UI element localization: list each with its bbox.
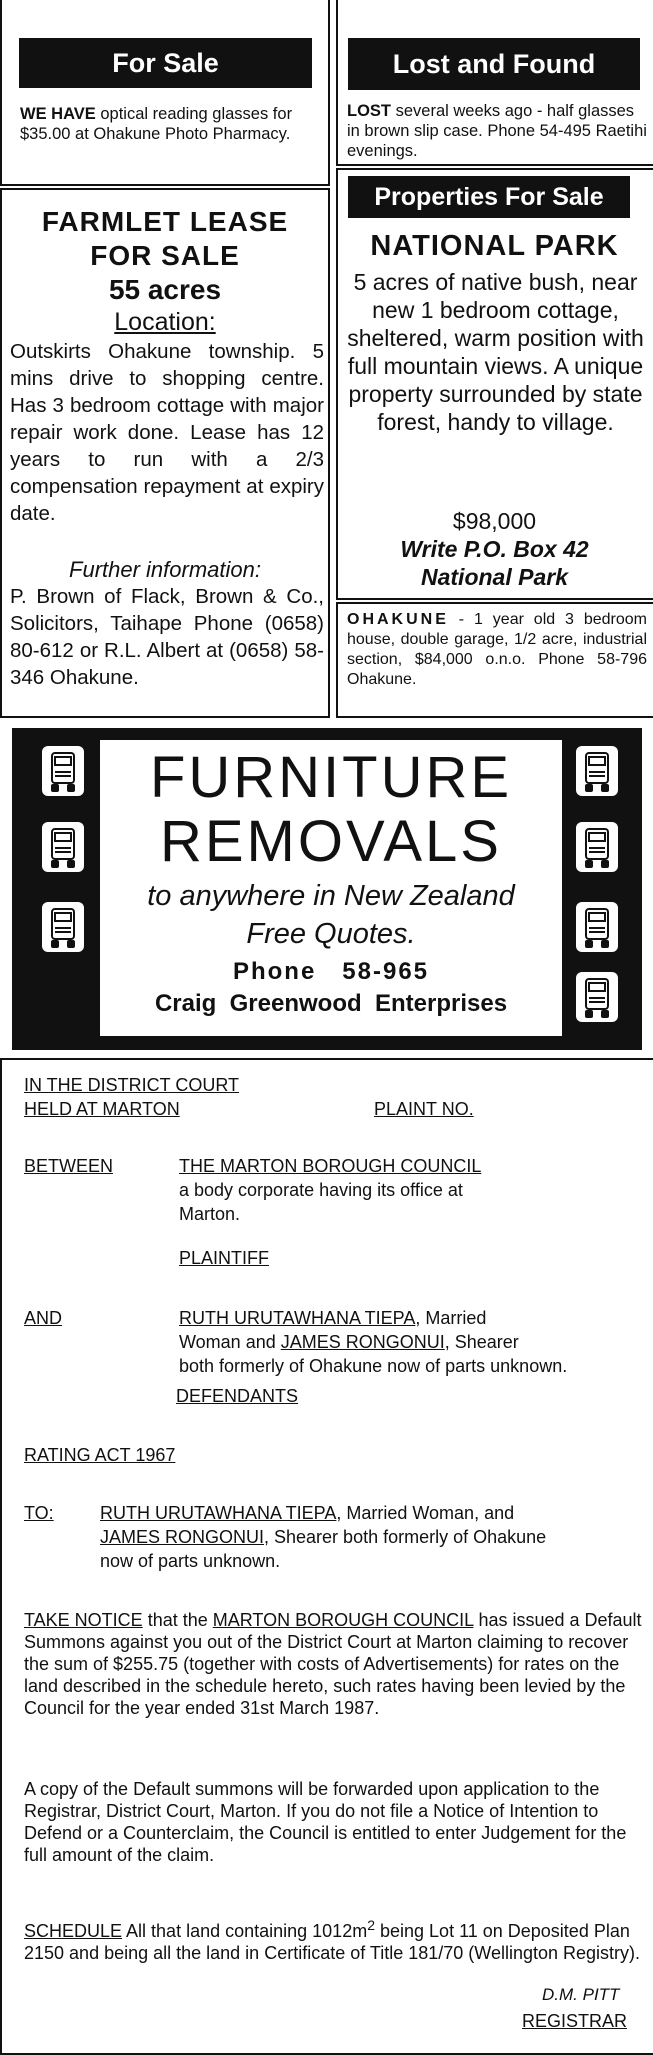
- lost-found-ad: [336, 0, 653, 166]
- truck-icon: [576, 822, 618, 872]
- properties-title: NATIONAL PARK: [370, 230, 619, 262]
- plaintiff-desc-2: Marton.: [179, 1204, 241, 1224]
- truck-icon: [42, 902, 84, 952]
- ohakune-house-lead: OHAKUNE: [347, 611, 449, 628]
- defendant-line-1-rest: , Married: [415, 1308, 487, 1328]
- for-sale-lead: WE HAVE: [20, 105, 96, 123]
- for-sale-ad: [0, 0, 330, 186]
- defendant-line-2-rest: , Shearer: [444, 1332, 519, 1352]
- to-line-1: [100, 1502, 514, 1524]
- properties-write: Write P.O. Box 42: [400, 536, 589, 562]
- registrar-signature: D.M. PITT: [542, 1985, 620, 2004]
- schedule-pre: All that land containing 1012m: [122, 1921, 368, 1941]
- defendants-label: DEFENDANTS: [176, 1386, 299, 1406]
- court-name: IN THE DISTRICT COURT: [24, 1075, 240, 1095]
- defendant-name-2: JAMES RONGONUI: [280, 1332, 445, 1352]
- for-sale-text: [20, 104, 320, 144]
- lost-found-text: [347, 101, 647, 161]
- farmlet-contact: P. Brown of Flack, Brown & Co., Solicitors, Taihape Phone (0658) 80-612 or R.L. Albert at (0658) 58-346 Ohakune.: [10, 585, 324, 689]
- for-sale-body: optical reading glasses for $35.00 at Ohakune Photo Pharmacy.: [20, 105, 293, 143]
- lost-found-lead: LOST: [347, 102, 391, 120]
- plaintiff-label: PLAINTIFF: [179, 1248, 270, 1268]
- properties-location: National Park: [421, 564, 568, 590]
- to-line-2-rest: , Shearer both formerly of Ohakune: [264, 1527, 547, 1547]
- removals-free-quotes: Free Quotes.: [246, 918, 416, 950]
- removals-panel: [100, 740, 562, 1036]
- and-label: AND: [24, 1308, 63, 1328]
- truck-icon: [42, 822, 84, 872]
- to-line-3: now of parts unknown.: [100, 1551, 281, 1571]
- take-notice-para: [24, 1609, 642, 1719]
- plaintiff-name: THE MARTON BOROUGH COUNCIL: [179, 1156, 482, 1176]
- truck-icon: [576, 972, 618, 1022]
- farmlet-further-info: Further information:: [69, 557, 261, 582]
- copy-para: A copy of the Default summons will be forwarded upon application to the Registrar, District Court, Marton. If you do not file a Notice of Intention to Defend or a Counterclaim, the Council is entitled to enter Judgement for the full amount of the claim.: [24, 1779, 627, 1865]
- court-notice: [0, 1058, 653, 2055]
- removals-company: Craig Greenwood Enterprises: [154, 990, 508, 1017]
- take-notice-rest: has issued a Default Summons against you out of the District Court at Marton claiming to recover the sum of $255.75 (together with costs of Advertisements) for rates on the land described in the schedule hereto, such rates having been levied by the Council for the year ended 31st March 1987.: [24, 1610, 642, 1718]
- take-notice-mid: that the: [142, 1610, 213, 1630]
- truck-icon: [576, 902, 618, 952]
- farmlet-body: Outskirts Ohakune township. 5 mins drive to shopping centre. Has 3 bedroom cottage with major repair work done. Lease has 12 years to run with a 2/3 compensation repayment at expiry date.: [10, 340, 324, 525]
- rating-act: RATING ACT 1967: [24, 1445, 176, 1465]
- ohakune-house-text: [347, 610, 647, 690]
- removals-title-1: FURNITURE: [149, 745, 513, 810]
- schedule-rest: being Lot 11 on Deposited Plan 2150 and being all the land in Certificate of Title 181/70 (Wellington Registry).: [24, 1921, 641, 1963]
- take-notice-council: MARTON BOROUGH COUNCIL: [212, 1610, 474, 1630]
- ohakune-house-body: - 1 year old 3 bedroom house, double garage, 1/2 acre, industrial section, $84,000 o.n.o. Phone 58-796 Ohakune.: [347, 611, 647, 688]
- farmlet-title-1: FARMLET LEASE: [41, 206, 289, 237]
- defendant-name-1: RUTH URUTAWHANA TIEPA: [179, 1308, 416, 1328]
- defendant-line-2: [179, 1331, 519, 1353]
- farmlet-title-2: FOR SALE: [90, 240, 240, 271]
- farmlet-acres: 55 acres: [108, 274, 222, 305]
- court-location: HELD AT MARTON: [24, 1099, 180, 1119]
- registrar-title: REGISTRAR: [522, 2011, 628, 2031]
- properties-price: $98,000: [452, 508, 537, 534]
- to-line-2: [100, 1526, 546, 1548]
- plaint-number: PLAINT NO.: [374, 1099, 474, 1119]
- removals-ad: [12, 728, 642, 1050]
- ohakune-house-ad: [336, 602, 653, 718]
- for-sale-heading: For Sale: [19, 38, 312, 88]
- removals-tagline: to anywhere in New Zealand: [147, 880, 515, 912]
- plaintiff-desc-1: a body corporate having its office at: [179, 1180, 463, 1200]
- to-line-1-rest: , Married Woman, and: [336, 1503, 515, 1523]
- properties-heading: Properties For Sale: [348, 176, 630, 218]
- truck-icon: [576, 746, 618, 796]
- take-notice-lead: TAKE NOTICE: [24, 1610, 143, 1630]
- lost-found-body: several weeks ago - half glasses in brown slip case. Phone 54-495 Raetihi evenings.: [347, 102, 647, 160]
- defendant-line-2-pre: Woman and: [179, 1332, 281, 1352]
- schedule-lead: SCHEDULE: [24, 1921, 123, 1941]
- farmlet-location-label: Location:: [114, 308, 216, 336]
- properties-body: 5 acres of native bush, near new 1 bedroom cottage, sheltered, warm position with full mountain views. A unique property surrounded by state forest, handy to village.: [347, 269, 644, 435]
- defendant-line-3: both formerly of Ohakune now of parts unknown.: [179, 1356, 568, 1376]
- lost-found-heading: Lost and Found: [348, 38, 640, 90]
- farmlet-ad: [0, 188, 330, 718]
- removals-title-2: REMOVALS: [159, 809, 502, 874]
- properties-ad: [336, 168, 653, 600]
- schedule-sup: 2: [367, 1917, 375, 1933]
- removals-phone: Phone 58-965: [232, 958, 430, 985]
- schedule-para: [24, 1914, 642, 1964]
- to-name-1: RUTH URUTAWHANA TIEPA: [100, 1503, 337, 1523]
- to-label: TO:: [24, 1503, 54, 1523]
- to-name-2: JAMES RONGONUI: [100, 1527, 265, 1547]
- between-label: BETWEEN: [24, 1156, 114, 1176]
- defendant-line-1: [179, 1307, 486, 1329]
- truck-icon: [42, 746, 84, 796]
